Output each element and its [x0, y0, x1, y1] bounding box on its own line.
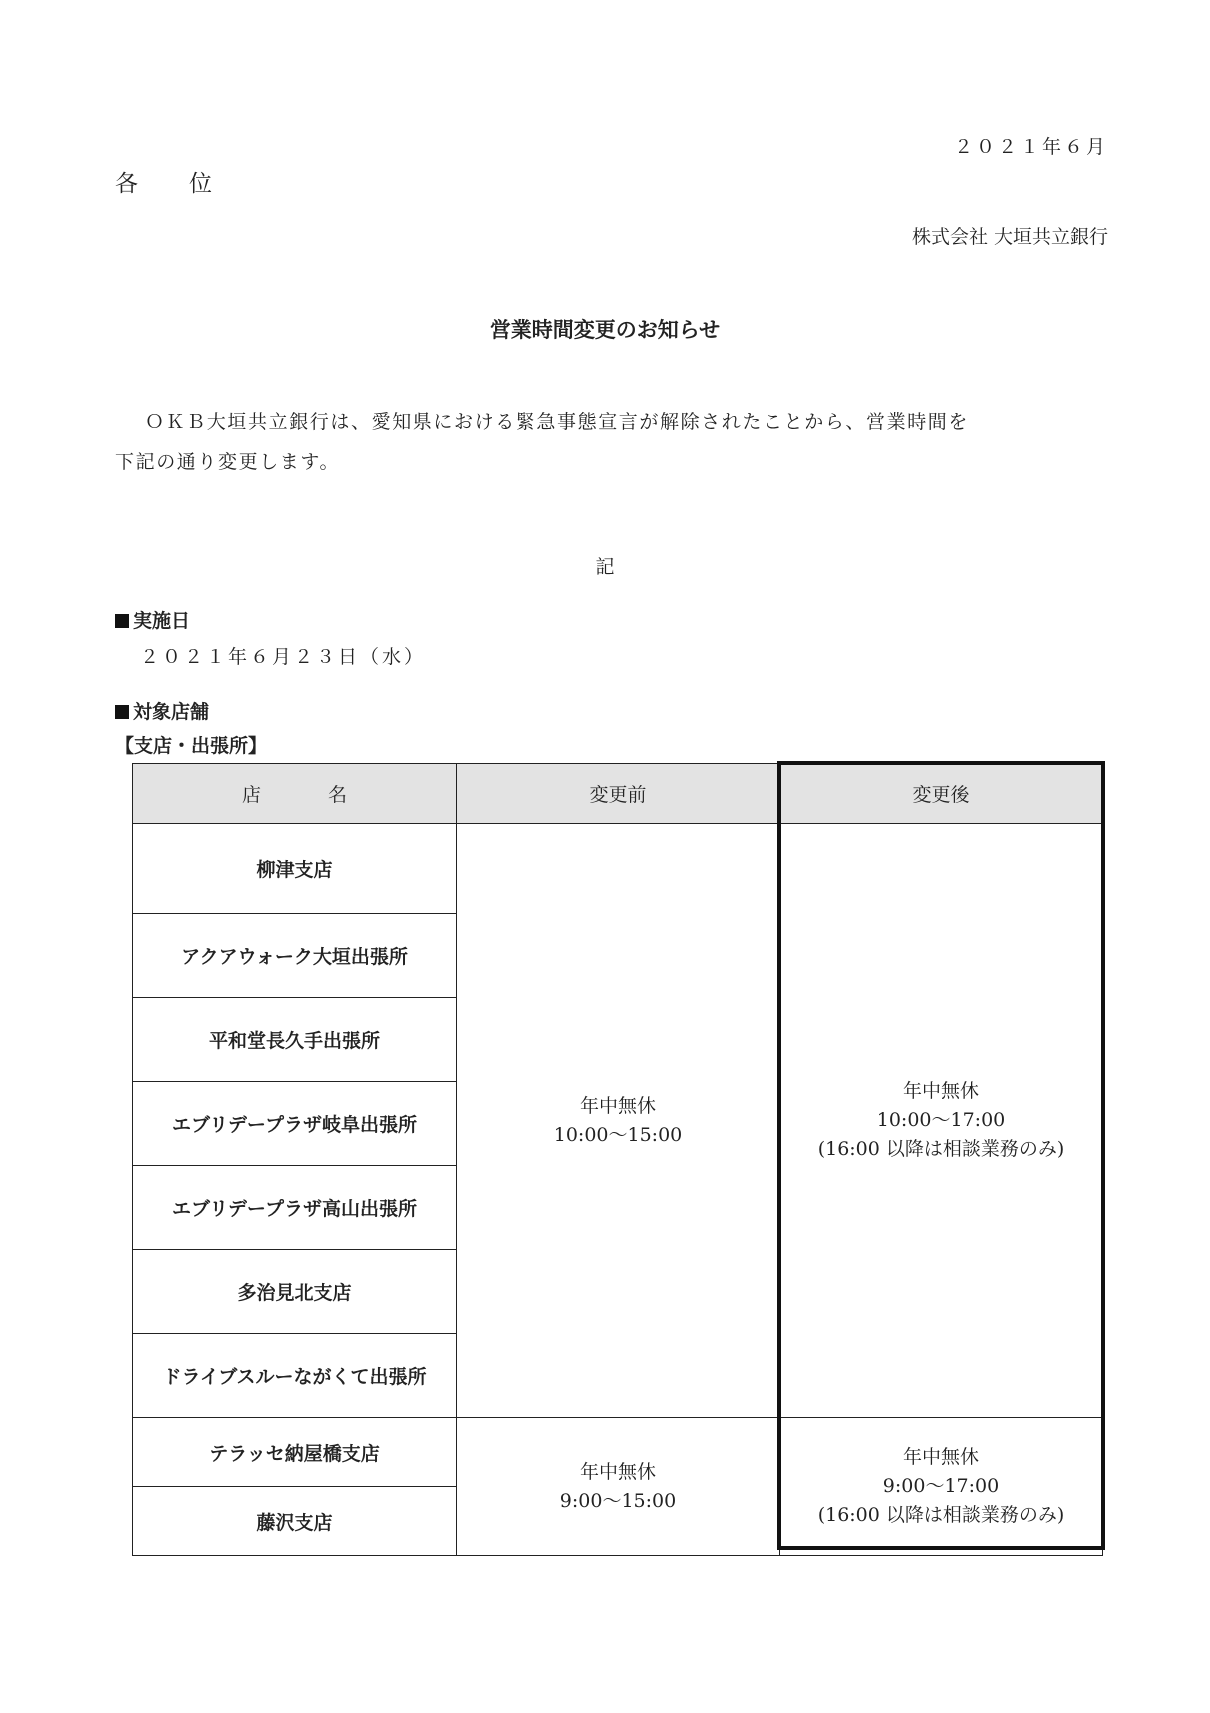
implementation-heading-label: 実施日: [133, 610, 191, 632]
after-note: (16:00 以降は相談業務のみ): [817, 1138, 1065, 1160]
before-hours-group1: [457, 824, 780, 1418]
table-header-row: [133, 764, 1103, 824]
document-date: ２０２１年６月: [953, 136, 1108, 158]
table-row: [133, 824, 1103, 914]
after-hours-group1: [780, 824, 1103, 1418]
addressee: 各 位: [115, 171, 226, 197]
store-name: 平和堂長久手出張所: [133, 998, 457, 1082]
store-name: 藤沢支店: [133, 1487, 457, 1556]
page-title: 営業時間変更のお知らせ: [489, 318, 721, 342]
table-row: [133, 1418, 1103, 1487]
implementation-date: ２０２１年６月２３日（水）: [140, 646, 427, 668]
before-hours-group2: [457, 1418, 780, 1556]
store-name: テラッセ納屋橋支店: [133, 1418, 457, 1487]
header-store-name: 店 名: [133, 764, 457, 824]
store-name: エブリデープラザ高山出張所: [133, 1166, 457, 1250]
ki-marker: 記: [595, 556, 615, 578]
before-time: 10:00～15:00: [553, 1123, 683, 1146]
implementation-heading: [115, 606, 190, 633]
after-time: 10:00～17:00: [876, 1109, 1006, 1131]
before-days: 年中無休: [579, 1094, 656, 1117]
before-days: 年中無休: [579, 1460, 656, 1483]
after-days: 年中無休: [902, 1080, 979, 1102]
after-hours-group2: [780, 1418, 1103, 1556]
store-name: エブリデープラザ岐阜出張所: [133, 1082, 457, 1166]
square-bullet-icon: [115, 614, 129, 628]
after-time: 9:00～17:00: [882, 1475, 1000, 1497]
company-name: 株式会社 大垣共立銀行: [911, 226, 1108, 248]
before-time: 9:00～15:00: [559, 1489, 677, 1512]
branch-subheading: 【支店・出張所】: [115, 735, 268, 757]
hours-table: [132, 763, 1103, 1556]
store-name: 多治見北支店: [133, 1250, 457, 1334]
header-before: 変更前: [457, 764, 780, 824]
stores-heading-label: 対象店舗: [133, 701, 210, 723]
square-bullet-icon: [115, 705, 129, 719]
body-line-1: ＯＫＢ大垣共立銀行は、愛知県における緊急事態宣言が解除されたことから、営業時間を: [145, 411, 970, 433]
body-line-2: 下記の通り変更します。: [115, 451, 341, 473]
store-name: アクアウォーク大垣出張所: [133, 914, 457, 998]
stores-heading: [115, 697, 209, 724]
after-days: 年中無休: [902, 1446, 979, 1468]
after-note: (16:00 以降は相談業務のみ): [817, 1504, 1065, 1526]
header-after: 変更後: [780, 764, 1103, 824]
store-name: 柳津支店: [133, 824, 457, 914]
announcement-body: [115, 402, 1105, 482]
store-name: ドライブスルーながくて出張所: [133, 1334, 457, 1418]
